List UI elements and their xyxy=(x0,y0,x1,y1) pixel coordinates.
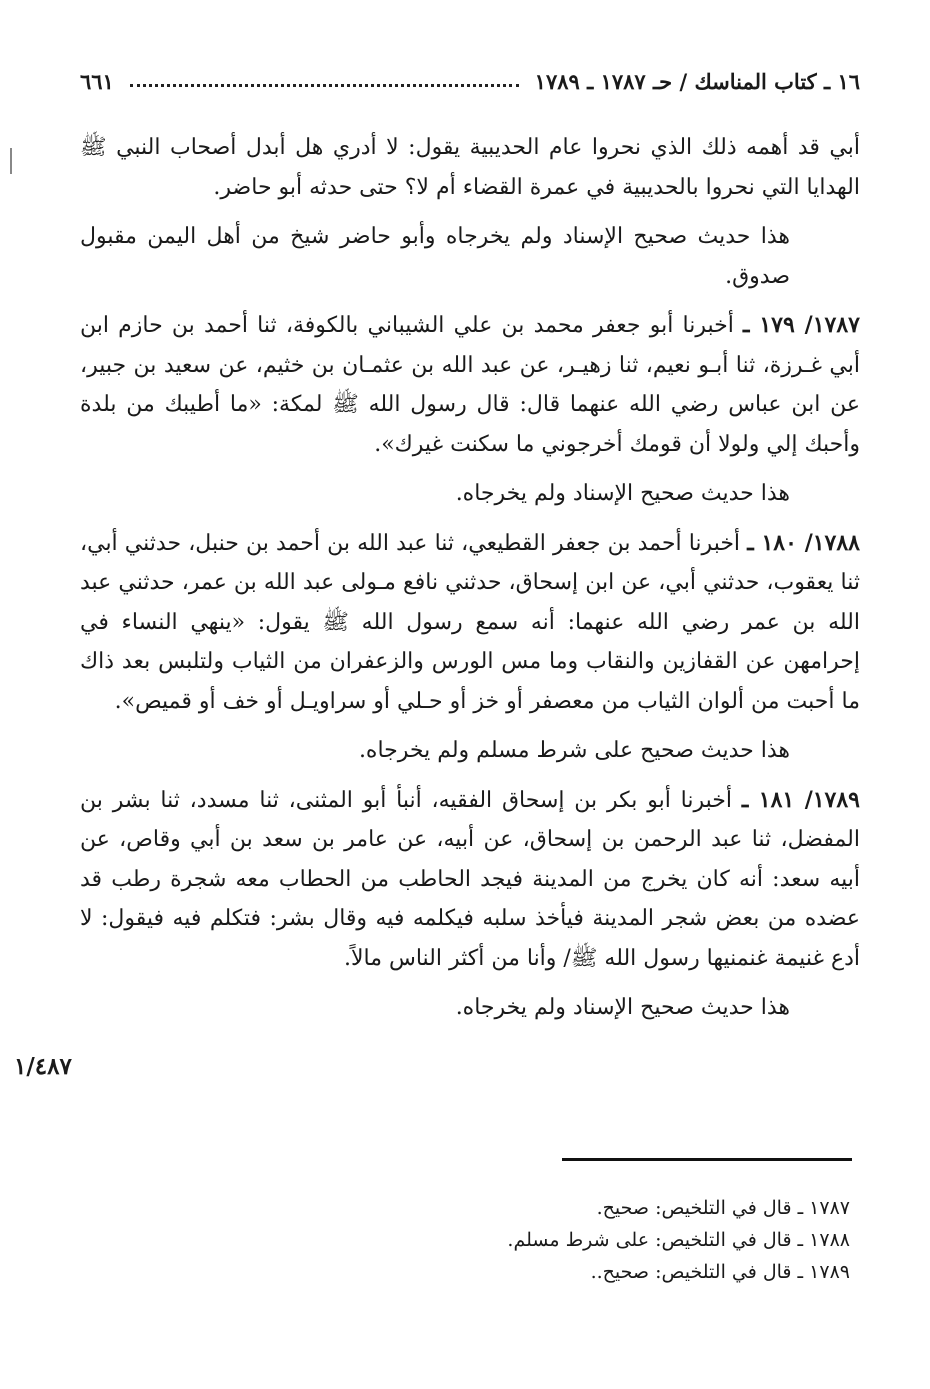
footnote: ١٧٨٨ ـ قال في التلخيص: على شرط مسلم. xyxy=(507,1229,850,1251)
hadith-1789 xyxy=(80,781,860,979)
hadith-text: أخبرنا أبو جعفر محمد بن علي الشيباني بالكوفة، ثنا أحمد بن حازم ابن أبي غـرزة، ثنا أبـو نعيم، ثنا زهيـر، عن عبد الله بن عثمـان بن خثيم، عن سعيد بن جبير، عن ابن عباس رضي الله عنهما قال: قال رسول الله ﷺ لمكة: «ما أطيبك من بلدة وأحبك إلي ولولا أن قومك أخرجوني ما سكنت غيرك». xyxy=(80,313,860,457)
hadith-number: ١٧٨٨/ ١٨٠ ـ xyxy=(747,529,860,556)
footnote-separator xyxy=(562,1158,852,1161)
hadith-text: أخبرنا أبو بكر بن إسحاق الفقيه، أنبأ أبو المثنى، ثنا مسدد، ثنا بشر بن المفضل، ثنا عبد الرحمن بن إسحاق، عن أبيه، عن عامر بن سعد بن أبي وقاص، عن أبيه سعد: أنه كان يخرج من المدينة فيجد الحاطب من الحطاب معه شجرة رطب قد عضده من بعض شجر المدينة فيأخذ سلبه فيكلمه فيه وقال بشر: فتكلم فيه فيقول: لا أدع غنيمة غنمنيها رسول الله ﷺ/ وأنا من أكثر الناس مالاً. xyxy=(80,787,860,971)
hadith-grade: هذا حديث صحيح على شرط مسلم ولم يخرجاه. xyxy=(358,738,790,763)
main-text xyxy=(80,128,860,1028)
footnote: ١٧٨٧ ـ قال في التلخيص: صحيح. xyxy=(596,1197,850,1219)
running-header xyxy=(80,64,860,98)
page-number: ٦٦١ xyxy=(80,68,114,94)
footnote: ١٧٨٩ ـ قال في التلخيص: صحيح.. xyxy=(590,1261,850,1283)
hadith-1788 xyxy=(80,524,860,722)
paragraph-continuation: أبي قد أهمه ذلك الذي نحروا عام الحديبية يقول: لا أدري هل أبدل أصحاب النبي ﷺ الهدايا التي نحروا بالحديبية في عمرة القضاء أم لا؟ حتى حدثه أبو حاضر. xyxy=(80,135,860,200)
scan-mark xyxy=(10,148,12,174)
hadith-number: ١٧٨٩/ ١٨١ ـ xyxy=(741,786,860,813)
hadith-number: ١٧٨٧/ ١٧٩ ـ xyxy=(743,312,860,338)
page xyxy=(80,0,860,1389)
hadith-grade: هذا حديث صحيح الإسناد ولم يخرجاه وأبو حاضر شيخ من أهل اليمن مقبول صدوق. xyxy=(80,224,790,289)
header-title: ١٦ ـ كتاب المناسك / حـ ١٧٨٧ ـ ١٧٨٩ xyxy=(534,68,860,94)
hadith-grade: هذا حديث صحيح الإسناد ولم يخرجاه. xyxy=(455,995,790,1020)
hadith-grade: هذا حديث صحيح الإسناد ولم يخرجاه. xyxy=(455,481,790,506)
hadith-1787 xyxy=(80,306,860,464)
footnotes xyxy=(280,1192,850,1288)
margin-volume-page-reference: ١/٤٨٧ xyxy=(14,1053,72,1080)
header-leader-dots xyxy=(130,84,519,87)
hadith-text: أخبرنا أحمد بن جعفر القطيعي، ثنا عبد الله بن أحمد بن حنبل، حدثني أبي، ثنا يعقوب، حدثني أبي، عن ابن إسحاق، حدثني نافع مـولى عبد الله بن عمر، حدثني عبد الله بن عمر رضي الله عنهما: أنه سمع رسول الله ﷺ يقول: «ينهي النساء في إحرامهن عن القفازين والنقاب وما مس الورس والزعفران من الثياب ولتلبس بعد ذاك ما أحبت من ألوان الثياب من معصفر أو خز أو حـلي أو سراويـل أو خف أو قميص». xyxy=(80,530,861,714)
